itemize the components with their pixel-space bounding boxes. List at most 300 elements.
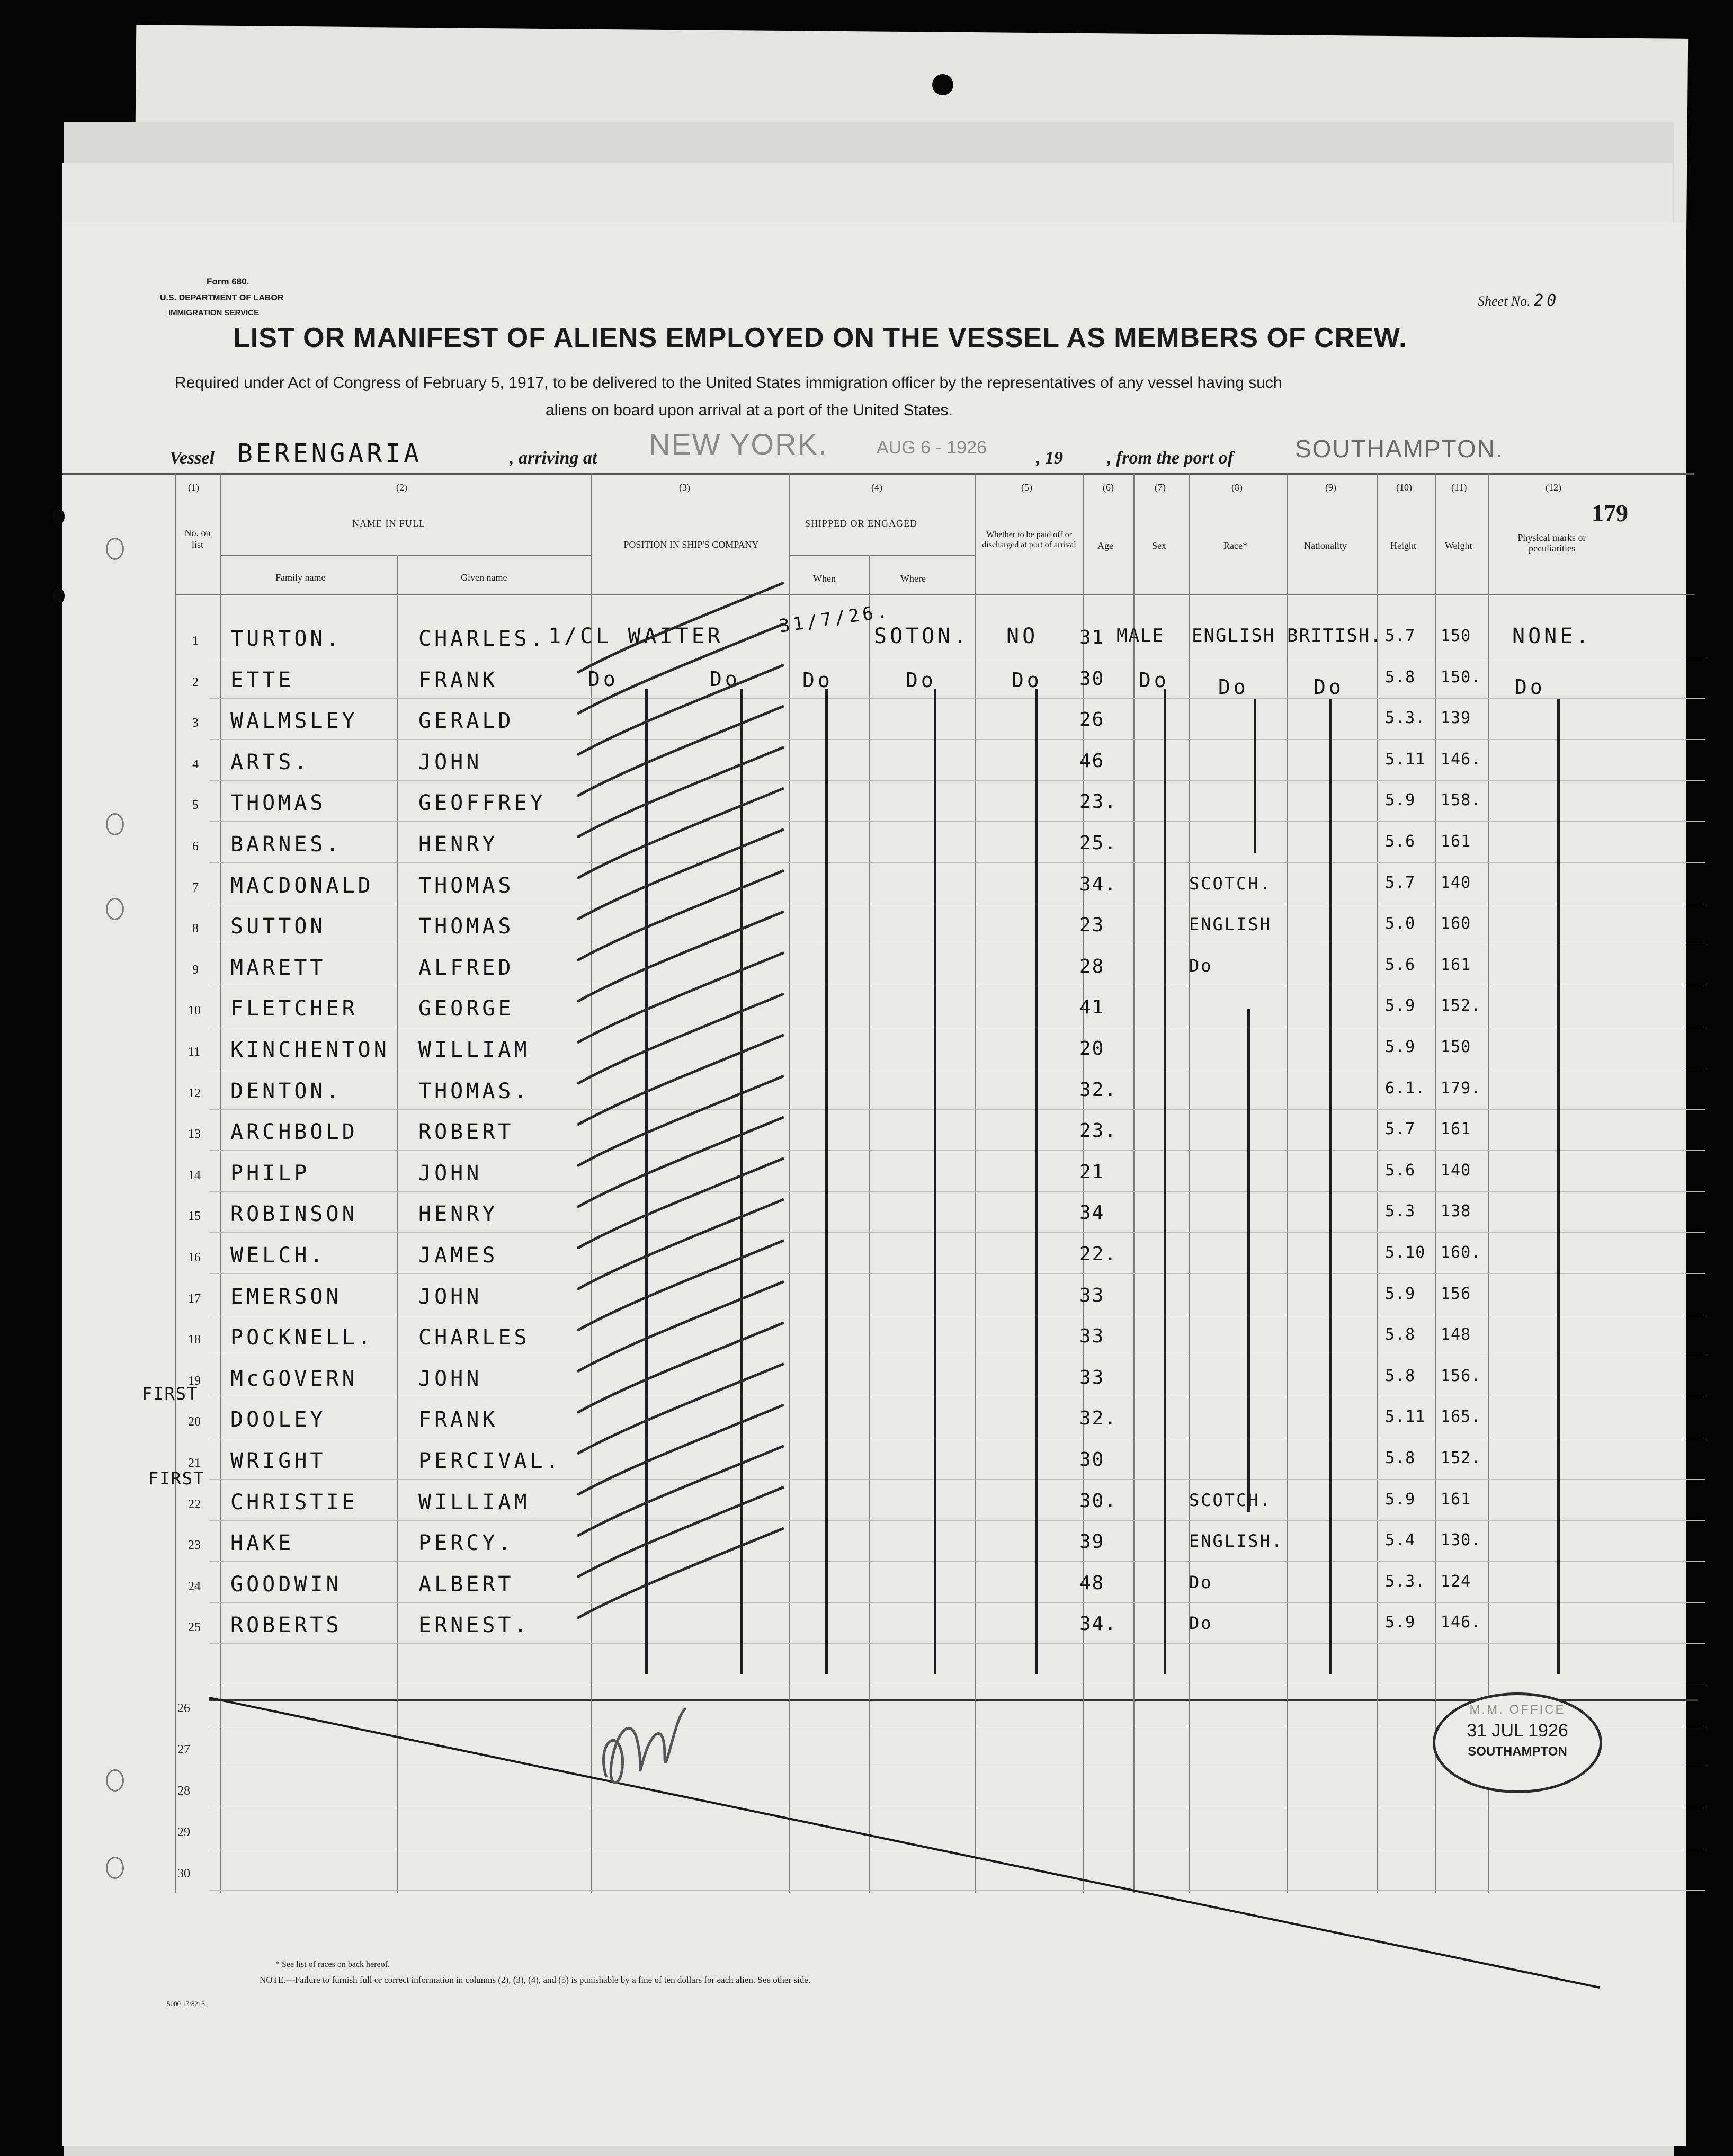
ditto-slash — [577, 1323, 784, 1413]
row-number: 6 — [192, 840, 199, 853]
weight-value: 124 — [1441, 1572, 1471, 1591]
arrival-port-stamp: NEW YORK. — [649, 427, 828, 461]
sheet-label: Sheet No. — [1478, 293, 1531, 309]
given-name: CHARLES. — [418, 627, 546, 651]
grid-line — [209, 1602, 1705, 1603]
col-number: (6) — [1103, 482, 1114, 493]
subtitle-line-2: aliens on board upon arrival at a port of the United States. — [546, 402, 953, 419]
shipped-where-entry: SOTON. — [874, 624, 970, 648]
service-label: IMMIGRATION SERVICE — [168, 308, 260, 317]
family-name: HAKE — [230, 1531, 294, 1556]
binding-ring — [106, 1857, 124, 1879]
row-number: 24 — [188, 1579, 201, 1593]
col-number: (8) — [1231, 482, 1243, 493]
col-number: (12) — [1546, 482, 1561, 493]
col-number: (1) — [188, 482, 199, 493]
given-name: PERCY. — [418, 1531, 514, 1556]
row-number: 30 — [177, 1867, 190, 1881]
height-value: 5.3 — [1385, 1202, 1416, 1221]
ditto-slash — [577, 1281, 784, 1371]
header-name-in-full: NAME IN FULL — [352, 518, 425, 529]
family-name: KINCHENTON — [230, 1038, 390, 1062]
given-name: GEORGE — [418, 996, 514, 1021]
age-value: 34 — [1079, 1202, 1105, 1224]
stamp-bottom: SOUTHAMPTON — [1468, 1744, 1567, 1759]
grid-line — [209, 1150, 1705, 1151]
ditto-slash — [577, 912, 784, 1002]
row-number: 22 — [188, 1497, 201, 1511]
header-physical: Physical marks or peculiarities — [1517, 532, 1586, 554]
age-value: 28 — [1079, 955, 1105, 977]
row-number: 14 — [188, 1168, 201, 1182]
header-weight: Weight — [1445, 540, 1472, 551]
ditto-slash — [577, 1241, 784, 1331]
weight-value: 146. — [1441, 750, 1481, 769]
department-label: U.S. DEPARTMENT OF LABOR — [160, 293, 284, 302]
weight-value: 161 — [1441, 832, 1471, 851]
ditto-stroke — [1329, 699, 1332, 1674]
physical-entry: NONE. — [1512, 624, 1592, 648]
binding-ring — [106, 1769, 124, 1792]
header-when: When — [813, 573, 836, 584]
given-name: FRANK — [418, 667, 498, 692]
weight-value: 130. — [1441, 1531, 1481, 1550]
grid-line — [209, 862, 1705, 863]
row-number: 8 — [192, 922, 199, 936]
header-family-name: Family name — [275, 572, 326, 583]
col-number: (5) — [1021, 482, 1032, 493]
header-age: Age — [1097, 540, 1113, 551]
ditto-mark: Do — [1314, 675, 1344, 699]
ditto-slash — [577, 1405, 784, 1495]
race-entry: ENGLISH — [1192, 625, 1275, 646]
height-value: 5.9 — [1385, 1284, 1416, 1303]
given-name: ALFRED — [418, 955, 514, 980]
ditto-slash — [577, 1117, 784, 1207]
ditto-mark: Do — [1139, 669, 1169, 692]
row-number: 4 — [192, 757, 199, 771]
ditto-slash — [577, 624, 784, 714]
grid-line — [209, 1520, 1705, 1521]
age-value: 30 — [1079, 667, 1105, 690]
ditto-mark: Do — [906, 669, 936, 692]
ditto-mark: Do — [588, 667, 619, 691]
age-value: 21 — [1079, 1161, 1105, 1183]
family-name: WALMSLEY — [230, 709, 358, 734]
given-name: GEOFFREY — [418, 791, 546, 816]
column-divider — [1377, 473, 1378, 1893]
binding-hole — [53, 588, 65, 604]
column-divider — [1133, 473, 1135, 1893]
column-divider — [1435, 473, 1436, 1893]
family-name: ROBINSON — [230, 1202, 358, 1227]
ditto-slash — [577, 665, 784, 755]
age-value: 41 — [1079, 996, 1105, 1019]
weight-value: 150. — [1441, 667, 1481, 687]
row-number: 16 — [188, 1251, 201, 1264]
weight-value: 140 — [1441, 873, 1471, 892]
page-number: 179 — [1592, 500, 1628, 527]
row-number: 1 — [192, 634, 199, 648]
given-name: ALBERT — [418, 1572, 514, 1597]
race-value: Do — [1189, 1572, 1213, 1592]
given-name: THOMAS — [418, 914, 514, 939]
family-name: WRIGHT — [230, 1449, 326, 1473]
ditto-slash — [577, 1158, 784, 1248]
vessel-name: BERENGARIA — [237, 439, 422, 468]
col-number: (3) — [679, 482, 690, 493]
grid-line — [209, 1191, 1705, 1192]
family-name: POCKNELL. — [230, 1325, 374, 1350]
grid-line — [209, 821, 1705, 822]
given-name: FRANK — [418, 1407, 498, 1432]
header-nationality: Nationality — [1304, 540, 1347, 551]
weight-value: 150 — [1441, 627, 1471, 645]
sheet-number — [1478, 291, 1559, 310]
col-number: (9) — [1325, 482, 1336, 493]
given-name: HENRY — [418, 1202, 498, 1227]
weight-value: 146. — [1441, 1613, 1481, 1632]
ditto-mark: Do — [1515, 675, 1546, 699]
first-note: FIRST — [148, 1468, 205, 1489]
column-divider — [175, 473, 176, 1893]
ditto-slash — [577, 706, 784, 796]
age-value: 48 — [1079, 1572, 1105, 1594]
ditto-slash — [577, 788, 784, 878]
row-number: 11 — [188, 1045, 201, 1059]
height-value: 5.8 — [1385, 667, 1416, 687]
given-name: ROBERT — [418, 1120, 514, 1145]
header-shipped: SHIPPED OR ENGAGED — [805, 518, 918, 529]
weight-value: 165. — [1441, 1407, 1481, 1427]
nationality-entry: BRITISH. — [1287, 625, 1382, 646]
weight-value: 148 — [1441, 1325, 1471, 1344]
header-where: Where — [900, 573, 926, 584]
print-code: 5000 17/8213 — [167, 2000, 205, 2008]
stamp-date: 31 JUL 1926 — [1467, 1721, 1568, 1741]
age-value: 30. — [1079, 1490, 1118, 1512]
family-name: DENTON. — [230, 1079, 342, 1103]
page-title: LIST OR MANIFEST OF ALIENS EMPLOYED ON THE VESSEL AS MEMBERS OF CREW. — [233, 323, 1407, 353]
family-name: EMERSON — [230, 1284, 342, 1309]
ditto-slash — [577, 1364, 784, 1454]
ditto-slash — [577, 1528, 784, 1618]
family-name: ARTS. — [230, 750, 310, 774]
weight-value: 161 — [1441, 1120, 1471, 1139]
age-value: 34. — [1079, 1613, 1118, 1635]
row-number: 26 — [177, 1701, 190, 1715]
height-value: 6.1. — [1385, 1079, 1426, 1098]
age-value: 33 — [1079, 1325, 1105, 1348]
column-divider — [1488, 473, 1489, 1893]
col-number: (11) — [1451, 482, 1467, 493]
row-number: 21 — [188, 1456, 201, 1470]
vessel-label: Vessel — [169, 448, 215, 468]
age-value: 32. — [1079, 1407, 1118, 1430]
from-port-label: , from the port of — [1107, 448, 1234, 468]
age-value: 25. — [1079, 832, 1118, 854]
header-given-name: Given name — [461, 572, 507, 583]
weight-value: 152. — [1441, 996, 1481, 1015]
cancel-line — [209, 1695, 1602, 1992]
height-value: 5.8 — [1385, 1449, 1416, 1467]
column-divider — [975, 473, 976, 1893]
col-number: (10) — [1396, 482, 1412, 493]
weight-value: 161 — [1441, 955, 1471, 974]
shipped-when-entry: 31/7/26. — [778, 600, 892, 637]
header-paid-off: Whether to be paid off or discharged at port of arrival — [982, 530, 1076, 549]
header-position: POSITION IN SHIP'S COMPANY — [623, 539, 759, 550]
race-value: ENGLISH — [1189, 914, 1272, 935]
weight-value: 150 — [1441, 1038, 1471, 1056]
row-number: 28 — [177, 1784, 190, 1798]
family-name: ARCHBOLD — [230, 1120, 358, 1145]
header-bottom-rule — [175, 594, 1695, 595]
header-height: Height — [1390, 540, 1416, 551]
family-name: ETTE — [230, 667, 294, 692]
weight-value: 138 — [1441, 1202, 1471, 1221]
ditto-slash — [577, 1487, 784, 1577]
binding-ring — [106, 898, 124, 920]
weight-value: 156 — [1441, 1284, 1471, 1303]
form-number: Form 680. — [207, 277, 249, 287]
weight-value: 152. — [1441, 1449, 1481, 1467]
header-race: Race* — [1223, 540, 1247, 551]
given-name: JOHN — [418, 750, 483, 774]
ditto-stroke — [1247, 1009, 1250, 1512]
penalty-note: NOTE.—Failure to furnish full or correct information in columns (2), (3), (4), and (5) is punishable by a fine of ten dollars for each alien. See other side. — [260, 1975, 811, 1985]
age-value: 26 — [1079, 709, 1105, 731]
col-number: (4) — [871, 482, 882, 493]
height-value: 5.7 — [1385, 873, 1416, 892]
given-name: HENRY — [418, 832, 498, 857]
grid-line — [209, 739, 1705, 740]
ditto-slash — [577, 1199, 784, 1289]
race-value: ENGLISH. — [1189, 1531, 1284, 1552]
weight-value: 160 — [1441, 914, 1471, 933]
family-name: BARNES. — [230, 832, 342, 857]
family-name: SUTTON — [230, 914, 326, 939]
height-value: 5.6 — [1385, 1161, 1416, 1180]
binding-hole — [53, 509, 65, 524]
ditto-stroke — [1254, 699, 1256, 853]
race-value: SCOTCH. — [1189, 873, 1272, 894]
column-divider — [869, 555, 870, 1893]
weight-value: 179. — [1441, 1079, 1481, 1098]
row-number: 19 — [188, 1374, 201, 1388]
height-value: 5.3. — [1385, 1572, 1426, 1591]
column-divider — [1287, 473, 1288, 1893]
ditto-slash — [577, 747, 784, 837]
age-value: 31 — [1079, 627, 1105, 648]
height-value: 5.0 — [1385, 914, 1416, 933]
height-value: 5.9 — [1385, 996, 1416, 1015]
height-value: 5.9 — [1385, 1490, 1416, 1509]
family-name: MARETT — [230, 955, 326, 980]
family-name: THOMAS — [230, 791, 326, 816]
row-number: 20 — [188, 1415, 201, 1429]
arrival-date-stamp: AUG 6 - 1926 — [877, 438, 987, 458]
position-entry: 1/CL WAITER — [548, 624, 723, 648]
given-name: THOMAS — [418, 873, 514, 898]
family-name: FLETCHER — [230, 996, 358, 1021]
header-sex: Sex — [1152, 540, 1166, 551]
subheader-rule — [789, 555, 975, 556]
row-number: 23 — [188, 1538, 201, 1553]
race-value: SCOTCH. — [1189, 1490, 1272, 1510]
arriving-label: , arriving at — [510, 448, 597, 468]
row-number: 9 — [192, 963, 199, 977]
height-value: 5.7 — [1385, 1120, 1416, 1139]
weight-value: 161 — [1441, 1490, 1471, 1509]
age-value: 34. — [1079, 873, 1118, 895]
ditto-stroke — [1164, 689, 1166, 1674]
height-value: 5.11 — [1385, 750, 1426, 769]
sheet-top-flap — [62, 163, 1673, 226]
grid-line — [209, 1643, 1705, 1644]
column-divider — [397, 555, 398, 1893]
ditto-slash — [577, 1446, 784, 1536]
table-top-rule — [62, 473, 1694, 475]
ditto-mark: Do — [1012, 669, 1042, 692]
ditto-slash — [577, 830, 784, 920]
given-name: GERALD — [418, 709, 514, 734]
ditto-slash — [577, 1035, 784, 1125]
ditto-slash — [577, 1076, 784, 1166]
age-value: 30 — [1079, 1449, 1105, 1471]
given-name: THOMAS. — [418, 1079, 530, 1103]
family-name: DOOLEY — [230, 1407, 326, 1432]
col-number: (2) — [396, 482, 407, 493]
header-no-on-list: No. on list — [184, 528, 211, 550]
given-name: JOHN — [418, 1284, 483, 1309]
ditto-stroke — [825, 689, 828, 1674]
family-name: McGOVERN — [230, 1366, 358, 1391]
ditto-mark: Do — [1218, 675, 1249, 699]
ditto-slash — [577, 994, 784, 1084]
given-name: WILLIAM — [418, 1038, 530, 1062]
race-value: Do — [1189, 955, 1213, 976]
row-number: 15 — [188, 1209, 201, 1224]
family-name: WELCH. — [230, 1243, 326, 1268]
weight-value: 158. — [1441, 791, 1481, 810]
given-name: WILLIAM — [418, 1490, 530, 1514]
ditto-stroke — [1557, 699, 1560, 1674]
race-value: Do — [1189, 1613, 1213, 1634]
binding-ring — [106, 813, 124, 835]
grid-line — [209, 698, 1705, 699]
height-value: 5.6 — [1385, 832, 1416, 851]
family-name: PHILP — [230, 1161, 310, 1186]
given-name: ERNEST. — [418, 1613, 530, 1638]
height-value: 5.4 — [1385, 1531, 1416, 1550]
age-value: 33 — [1079, 1284, 1105, 1306]
given-name: JOHN — [418, 1161, 483, 1186]
stamp-top: M.M. OFFICE — [1469, 1703, 1566, 1717]
grid-line — [209, 1561, 1705, 1562]
grid-line — [209, 1109, 1705, 1110]
row-number: 29 — [177, 1825, 190, 1839]
height-value: 5.11 — [1385, 1407, 1426, 1427]
ditto-stroke — [1035, 689, 1038, 1674]
age-value: 23 — [1079, 914, 1105, 937]
grid-line — [209, 1273, 1705, 1274]
family-name: MACDONALD — [230, 873, 374, 898]
row-number: 10 — [188, 1004, 201, 1018]
row-number: 5 — [192, 798, 199, 813]
row-number: 25 — [188, 1620, 201, 1635]
row-number: 12 — [188, 1086, 201, 1100]
given-name: JAMES — [418, 1243, 498, 1268]
subtitle-line-1: Required under Act of Congress of February 5, 1917, to be delivered to the United States immigration officer by the representatives of any vessel having such — [175, 374, 1282, 391]
weight-value: 139 — [1441, 709, 1471, 728]
first-note: FIRST — [142, 1384, 199, 1404]
age-value: 32. — [1079, 1079, 1118, 1101]
given-name: PERCIVAL. — [418, 1449, 562, 1473]
family-name: TURTON. — [230, 627, 342, 651]
ditto-slash — [577, 952, 784, 1043]
age-value: 23. — [1079, 1120, 1118, 1142]
grid-line — [209, 780, 1705, 781]
binding-hole — [932, 74, 953, 95]
height-value: 5.3. — [1385, 709, 1426, 728]
age-value: 46 — [1079, 750, 1105, 772]
height-value: 5.10 — [1385, 1243, 1426, 1262]
column-divider — [1189, 473, 1190, 1893]
row-number: 18 — [188, 1333, 201, 1347]
office-stamp — [1433, 1692, 1602, 1793]
height-value: 5.6 — [1385, 955, 1416, 974]
height-value: 5.8 — [1385, 1366, 1416, 1385]
year-label: , 19 — [1036, 448, 1063, 468]
binding-ring — [106, 538, 124, 560]
family-name: ROBERTS — [230, 1613, 342, 1638]
ditto-mark: Do — [802, 669, 833, 692]
row-number: 7 — [192, 880, 199, 895]
grid-line — [209, 1232, 1705, 1233]
age-value: 20 — [1079, 1038, 1105, 1059]
family-name: GOODWIN — [230, 1572, 342, 1597]
races-footnote: * See list of races on back hereof. — [275, 1960, 390, 1969]
ditto-mark: Do — [710, 667, 740, 691]
weight-value: 156. — [1441, 1366, 1481, 1385]
height-value: 5.9 — [1385, 1613, 1416, 1632]
given-name: JOHN — [418, 1366, 483, 1391]
height-value: 5.8 — [1385, 1325, 1416, 1344]
row-number: 13 — [188, 1127, 201, 1142]
ditto-slash — [577, 583, 784, 673]
age-value: 22. — [1079, 1243, 1118, 1265]
height-value: 5.9 — [1385, 791, 1416, 810]
age-value: 39 — [1079, 1531, 1105, 1553]
family-name: CHRISTIE — [230, 1490, 358, 1514]
height-value: 5.7 — [1385, 627, 1416, 645]
row-number: 2 — [192, 675, 199, 689]
grid-line — [209, 1479, 1705, 1480]
sex-entry: MALE — [1116, 625, 1164, 646]
weight-value: 140 — [1441, 1161, 1471, 1180]
row-number: 27 — [177, 1743, 190, 1757]
height-value: 5.9 — [1385, 1038, 1416, 1056]
position-ditto-slashes — [561, 562, 794, 1679]
departure-port-stamp: SOUTHAMPTON. — [1295, 435, 1504, 462]
ditto-slash — [577, 870, 784, 960]
column-divider — [220, 473, 221, 1893]
row-number: 17 — [188, 1291, 201, 1306]
age-value: 23. — [1079, 791, 1118, 813]
weight-value: 160. — [1441, 1243, 1481, 1262]
age-value: 33 — [1079, 1366, 1105, 1388]
